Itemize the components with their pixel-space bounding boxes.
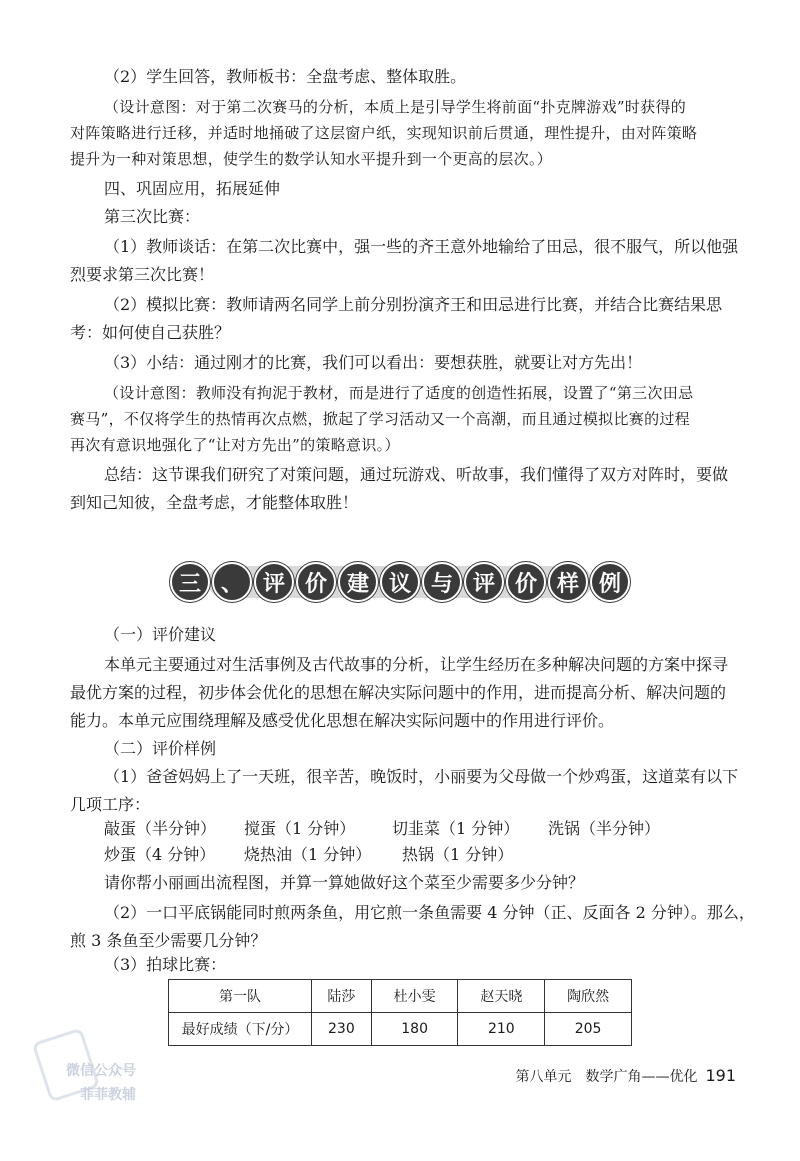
watermark-line: 微信公众号 <box>66 1063 136 1079</box>
paragraph-line: 考：如何使自己获胜？ <box>70 323 231 342</box>
procedure-item: 热锅（1 分钟） <box>402 845 514 864</box>
title-char: 议 <box>380 562 420 602</box>
title-char: 三 <box>170 562 210 602</box>
paragraph-line: （3）拍球比赛： <box>104 955 227 974</box>
page-number: 191 <box>705 1066 736 1085</box>
subheading: （二）评价样例 <box>104 739 217 758</box>
table-score-cell: 210 <box>458 1013 545 1046</box>
paragraph-line: （2）学生回答，教师板书：全盘考虑、整体取胜。 <box>104 67 467 86</box>
procedure-item: 炒蛋（4 分钟） <box>104 845 216 864</box>
procedure-item: 洗锅（半分钟） <box>548 819 661 838</box>
footer-chapter: 第八单元 数学广角——优化 <box>515 1069 698 1085</box>
paragraph-line: 请你帮小丽画出流程图，并算一算她做好这个菜至少需要多少分钟？ <box>104 873 585 892</box>
paragraph-line: 本单元主要通过对生活事例及古代故事的分析，让学生经历在多种解决问题的方案中探寻 <box>104 655 729 674</box>
procedure-item: 切韭菜（1 分钟） <box>392 819 520 838</box>
table-name-cell: 杜小雯 <box>371 980 458 1013</box>
page-footer <box>515 1066 736 1086</box>
title-char: 、 <box>212 562 252 602</box>
paragraph-line: （2）模拟比赛：教师请两名同学上前分别扮演齐王和田忌进行比赛，并结合比赛结果思 <box>104 295 723 314</box>
title-char: 评 <box>254 562 294 602</box>
summary-line: 到知己知彼，全盘考虑，才能整体取胜！ <box>70 493 359 512</box>
paragraph-line: （1）教师谈话：在第二次比赛中，强一些的齐王意外地输给了田忌，很不服气，所以他强 <box>104 237 739 256</box>
procedure-item: 烧热油（1 分钟） <box>244 845 372 864</box>
table-score-cell: 180 <box>371 1013 458 1046</box>
title-char: 与 <box>422 562 462 602</box>
paragraph-line: 煎 3 条鱼至少需要几分钟？ <box>70 931 267 950</box>
paragraph-line: （1）爸爸妈妈上了一天班，很辛苦，晚饭时，小丽要为父母做一个炒鸡蛋，这道菜有以下 <box>104 767 739 786</box>
summary-line: 总结：这节课我们研究了对策问题，通过玩游戏、听故事，我们懂得了双方对阵时，要做 <box>104 465 729 484</box>
design-note-line: （设计意图：对于第二次赛马的分析，本质上是引导学生将前面“扑克牌游戏”时获得的 <box>104 98 687 116</box>
table-name-cell: 陆莎 <box>312 980 372 1013</box>
table-name-cell: 赵天晓 <box>458 980 545 1013</box>
score-table <box>168 979 632 1046</box>
design-note-line: 提升为一种对策思想，使学生的数学认知水平提升到一个更高的层次。） <box>70 150 553 168</box>
paragraph-line: （2）一口平底锅能同时煎两条鱼，用它煎一条鱼需要 4 分钟（正、反面各 2 分钟）。那么， <box>104 903 755 922</box>
design-note-line: 再次有意识地强化了“让对方先出”的策略意识。） <box>70 436 400 454</box>
table-name-cell: 陶欣然 <box>545 980 632 1013</box>
design-note-line: 赛马”，不仅将学生的热情再次点燃，掀起了学习活动又一个高潮，而且通过模拟比赛的过程 <box>70 410 690 428</box>
paragraph-line: 几项工序： <box>70 795 151 814</box>
table-row-label: 最好成绩（下/分） <box>169 1013 312 1046</box>
section-heading: 四、巩固应用，拓展延伸 <box>104 179 281 198</box>
section-title-banner <box>178 560 621 604</box>
table-score-cell: 230 <box>312 1013 372 1046</box>
table-team-label: 第一队 <box>169 980 312 1013</box>
procedure-item: 敲蛋（半分钟） <box>104 819 217 838</box>
procedure-item: 搅蛋（1 分钟） <box>244 819 356 838</box>
paragraph-line: 能力。本单元应围绕理解及感受优化思想在解决实际问题中的作用进行评价。 <box>70 711 615 730</box>
paragraph-line: （3）小结：通过刚才的比赛，我们可以看出：要想获胜，就要让对方先出！ <box>104 353 643 372</box>
watermark-line: 菲菲教辅 <box>80 1087 136 1103</box>
title-char: 例 <box>590 562 630 602</box>
paragraph-line: 第三次比赛： <box>104 207 201 226</box>
title-char: 价 <box>296 562 336 602</box>
design-note-line: （设计意图：教师没有拘泥于教材，而是进行了适度的创造性拓展，设置了“第三次田忌 <box>104 384 694 402</box>
paragraph-line: 烈要求第三次比赛！ <box>70 265 215 284</box>
title-char: 评 <box>464 562 504 602</box>
design-note-line: 对阵策略进行迁移，并适时地捅破了这层窗户纸，实现知识前后贯通，理性提升，由对阵策略 <box>70 124 698 142</box>
title-char: 价 <box>506 562 546 602</box>
watermark <box>40 1030 150 1125</box>
subheading: （一）评价建议 <box>104 625 217 644</box>
table-score-cell: 205 <box>545 1013 632 1046</box>
paragraph-line: 最优方案的过程，初步体会优化的思想在解决实际问题中的作用，进而提高分析、解决问题的 <box>70 683 727 702</box>
title-char: 建 <box>338 562 378 602</box>
title-char: 样 <box>548 562 588 602</box>
